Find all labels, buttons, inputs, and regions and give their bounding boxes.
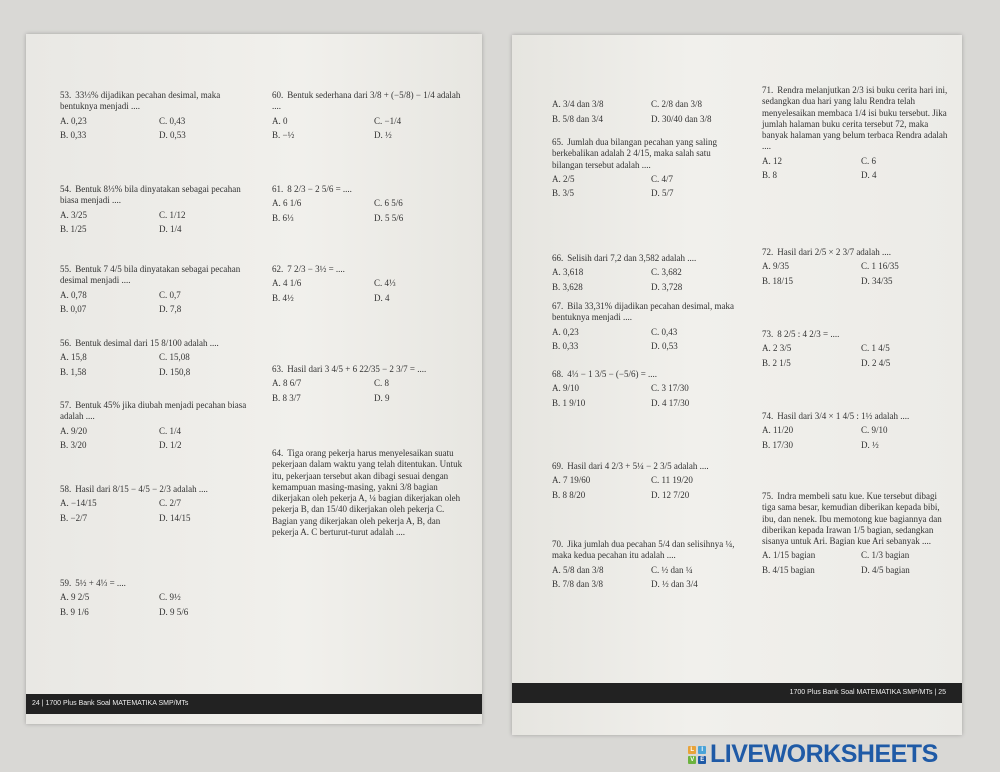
question-item — [552, 301, 742, 352]
question-item — [272, 90, 468, 141]
answer-option: C. 6 — [861, 155, 877, 166]
answer-options — [552, 99, 742, 125]
answer-option: C. 9/10 — [861, 425, 888, 436]
question-number: 61. — [272, 184, 284, 194]
question-text — [60, 578, 250, 589]
question-text — [552, 137, 742, 171]
question-number: 75. — [762, 491, 774, 501]
answer-option: A. 0,23 — [552, 326, 579, 337]
answer-option: A. 9/10 — [552, 383, 579, 394]
answer-options — [552, 565, 742, 591]
logo-letter: V — [688, 756, 696, 764]
answer-option: C. 1/12 — [159, 209, 186, 220]
question-item — [552, 539, 742, 590]
answer-option: B. 18/15 — [762, 275, 794, 286]
answer-options — [60, 592, 250, 618]
answer-option: B. 6⅓ — [272, 212, 294, 223]
question-item — [60, 264, 250, 315]
answer-option: A. 12 — [762, 155, 782, 166]
question-number: 65. — [552, 137, 564, 147]
question-body: Bentuk 45% jika diubah menjadi pecahan biasa adalah .... — [60, 400, 247, 422]
right-page — [512, 35, 962, 735]
question-number: 63. — [272, 364, 284, 374]
answer-option: D. 5 5/6 — [374, 212, 404, 223]
answer-options — [272, 198, 468, 224]
answer-option: A. 1/15 bagian — [762, 550, 816, 561]
answer-option: B. 17/30 — [762, 439, 794, 450]
answer-option: B. 0,07 — [60, 303, 87, 314]
question-number: 64. — [272, 448, 284, 458]
answer-option: A. 9/20 — [60, 425, 87, 436]
question-body: Bentuk desimal dari 15 8/100 adalah .... — [75, 338, 219, 348]
question-text — [552, 85, 742, 96]
question-number: 69. — [552, 461, 564, 471]
answer-option: B. −2/7 — [60, 512, 88, 523]
right-page-footer: 1700 Plus Bank Soal MATEMATIKA SMP/MTs | 25 — [512, 683, 962, 703]
question-body: 4⅓ − 1 3/5 − (−5/6) = .... — [567, 369, 658, 379]
question-number: 60. — [272, 90, 284, 100]
answer-option: C. 4⅓ — [374, 278, 396, 289]
question-item — [762, 247, 952, 287]
question-number: 74. — [762, 411, 774, 421]
answer-option: B. 4½ — [272, 292, 294, 303]
answer-options — [60, 290, 250, 316]
question-item — [552, 137, 742, 199]
question-item — [552, 369, 742, 409]
answer-option: D. ½ — [374, 129, 392, 140]
answer-option: A. 3/25 — [60, 209, 87, 220]
answer-options — [552, 383, 742, 409]
question-text — [272, 448, 468, 538]
question-item — [762, 491, 952, 576]
answer-option: D. 4 — [374, 292, 390, 303]
answer-option: A. 4 1/6 — [272, 278, 302, 289]
left-page-footer: 24 | 1700 Plus Bank Soal MATEMATIKA SMP/MTs — [26, 694, 482, 714]
answer-option: B. 1 9/10 — [552, 397, 586, 408]
question-number: 68. — [552, 369, 564, 379]
answer-options — [762, 343, 952, 369]
answer-option: C. 9½ — [159, 592, 181, 603]
answer-option: D. 0,53 — [159, 129, 186, 140]
question-number: 71. — [762, 85, 774, 95]
question-text — [552, 369, 742, 380]
question-number: 57. — [60, 400, 72, 410]
answer-option: C. 4/7 — [651, 173, 674, 184]
answer-option: D. 4 — [861, 169, 877, 180]
answer-options — [762, 425, 952, 451]
question-text — [60, 264, 250, 287]
answer-option: C. 0,43 — [651, 326, 678, 337]
answer-options — [60, 116, 250, 142]
answer-option: A. 9 2/5 — [60, 592, 90, 603]
liveworksheets-logo — [688, 740, 938, 769]
logo-text: LIVEWORKSHEETS — [710, 740, 938, 768]
question-body: Bentuk sederhana dari 3/8 + (−5/8) − 1/4 adalah .... — [272, 90, 461, 112]
question-item — [552, 253, 742, 293]
question-text — [272, 90, 468, 113]
question-text — [272, 184, 468, 195]
question-item — [272, 364, 468, 404]
answer-option: A. 5/8 dan 3/8 — [552, 564, 604, 575]
answer-option: D. 4 17/30 — [651, 397, 690, 408]
answer-option: D. 9 — [374, 392, 390, 403]
answer-option: C. 1 16/35 — [861, 261, 899, 272]
answer-option: A. 0,78 — [60, 289, 87, 300]
answer-option: C. −1/4 — [374, 115, 402, 126]
answer-option: D. 1/4 — [159, 223, 182, 234]
answer-option: A. 3/4 dan 3/8 — [552, 99, 604, 110]
answer-options — [552, 327, 742, 353]
question-text — [60, 184, 250, 207]
question-body: Hasil dari 3 4/5 + 6 22/35 − 2 3/7 = .... — [287, 364, 427, 374]
question-text — [60, 484, 250, 495]
question-item — [762, 85, 952, 181]
question-text — [762, 85, 952, 153]
question-text — [272, 364, 468, 375]
question-item — [272, 184, 468, 224]
question-body: Hasil dari 2/5 × 2 3/7 adalah .... — [777, 247, 892, 257]
answer-option: D. 1/2 — [159, 439, 182, 450]
answer-options — [552, 174, 742, 200]
answer-option: B. 8 — [762, 169, 778, 180]
question-item — [272, 448, 468, 538]
answer-option: D. 150,8 — [159, 366, 191, 377]
answer-options — [272, 278, 468, 304]
answer-options — [272, 116, 468, 142]
answer-option: B. 2 1/5 — [762, 357, 791, 368]
answer-option: A. 8 6/7 — [272, 378, 302, 389]
answer-options — [60, 426, 250, 452]
question-body: Jika jumlah dua pecahan 5/4 dan selisihnya ¼, maka kedua pecahan itu adalah .... — [552, 539, 735, 561]
answer-option: C. 1/3 bagian — [861, 550, 910, 561]
question-body: Rendra melanjutkan 2/3 isi buku cerita hari ini, sedangkan dua hari yang lalu Rendra telah menyelesaikan membaca 1/4 isi buku tersebut. Jika jumlah halaman buku cerita tersebut 72, maka banyak halaman yang belum terbaca Rendra adalah .... — [762, 85, 948, 152]
question-body: Hasil dari 3/4 × 1 4/5 : 1½ adalah .... — [777, 411, 910, 421]
question-item — [60, 400, 250, 451]
answer-option: C. 2/8 dan 3/8 — [651, 99, 702, 110]
answer-option: D. 2 4/5 — [861, 357, 891, 368]
answer-option: A. 11/20 — [762, 425, 794, 436]
question-body: Tiga orang pekerja harus menyelesaikan suatu pekerjaan dalam waktu yang telah ditentukan. Untuk itu, pekerjaan tersebut akan dibagi sesuai dengan kemampuan masing-masing, yakni 3/8 bagian dikerjakan oleh pekerja A, ¼ bagian dikerjakan oleh pekerja B, dan 15/40 dikerjakan oleh pekerja C. Bagian yang dikerjakan oleh pekerja A, B, dan pekerja A. C berturut-turut adalah .... — [272, 448, 463, 537]
answer-option: B. 8 8/20 — [552, 489, 586, 500]
answer-options — [762, 156, 952, 182]
answer-option: B. 3/5 — [552, 188, 575, 198]
answer-option: A. 7 19/60 — [552, 475, 591, 486]
answer-option: C. 3,682 — [651, 267, 682, 278]
question-item — [60, 338, 250, 378]
answer-option: A. 2/5 — [552, 173, 575, 184]
answer-option: C. 11 19/20 — [651, 475, 693, 486]
answer-options — [552, 475, 742, 501]
question-number: 59. — [60, 578, 72, 588]
question-number: 62. — [272, 264, 284, 274]
answer-option: D. 34/35 — [861, 275, 893, 286]
question-text — [60, 400, 250, 423]
question-item — [60, 90, 250, 141]
answer-options — [762, 550, 952, 576]
question-number: 55. — [60, 264, 72, 274]
answer-option: B. −½ — [272, 129, 295, 140]
answer-option: A. 0,23 — [60, 115, 87, 126]
logo-letter: L — [688, 746, 696, 754]
question-text — [762, 247, 952, 258]
question-item — [762, 411, 952, 451]
question-item — [272, 264, 468, 304]
question-number: 56. — [60, 338, 72, 348]
answer-option: B. 8 3/7 — [272, 392, 301, 403]
answer-option: B. 7/8 dan 3/8 — [552, 578, 603, 589]
answer-option: C. 3 17/30 — [651, 383, 689, 394]
answer-option: A. 0 — [272, 115, 288, 126]
answer-options — [60, 498, 250, 524]
answer-option: C. 6 5/6 — [374, 198, 403, 209]
question-number: 73. — [762, 329, 774, 339]
answer-options — [272, 378, 468, 404]
question-item — [552, 461, 742, 501]
question-body: Bentuk 8⅓% bila dinyatakan sebagai pecahan biasa menjadi .... — [60, 184, 241, 206]
answer-option: D. 14/15 — [159, 512, 191, 523]
question-body: 33⅓% dijadikan pecahan desimal, maka bentuknya menjadi .... — [60, 90, 221, 112]
answer-option: A. 6 1/6 — [272, 198, 302, 209]
answer-option: B. 9 1/6 — [60, 606, 89, 617]
question-item — [60, 578, 250, 618]
question-body: Selisih dari 7,2 dan 3,582 adalah .... — [567, 253, 697, 263]
question-item — [60, 184, 250, 235]
answer-option: C. 0,7 — [159, 289, 181, 300]
answer-options — [762, 261, 952, 287]
question-text — [552, 301, 742, 324]
question-number: 67. — [552, 301, 564, 311]
answer-option: D. 4/5 bagian — [861, 564, 910, 575]
question-body: Bila 33,31% dijadikan pecahan desimal, maka bentuknya menjadi .... — [552, 301, 734, 323]
answer-option: C. ½ dan ¼ — [651, 564, 693, 575]
answer-options — [60, 352, 250, 378]
answer-option: C. 0,43 — [159, 115, 186, 126]
answer-option: D. ½ — [861, 439, 879, 450]
answer-option: C. 2/7 — [159, 498, 182, 509]
question-body: 5½ + 4⅓ = .... — [75, 578, 126, 588]
logo-letter: I — [698, 746, 706, 754]
question-text — [762, 491, 952, 547]
question-text — [552, 539, 742, 562]
question-item — [60, 484, 250, 524]
answer-option: C. 8 — [374, 378, 390, 389]
answer-option: B. 3,628 — [552, 281, 583, 292]
left-page — [26, 34, 482, 724]
question-number: 53. — [60, 90, 72, 100]
question-number: 58. — [60, 484, 72, 494]
answer-option: A. 15,8 — [60, 352, 87, 363]
answer-option: A. 9/35 — [762, 261, 789, 272]
answer-option: C. 1/4 — [159, 425, 182, 436]
question-number: 66. — [552, 253, 564, 263]
answer-option: C. 1 4/5 — [861, 343, 890, 354]
question-body: 8 2/3 − 2 5/6 = .... — [287, 184, 352, 194]
question-text — [552, 461, 742, 472]
answer-option: B. 5/8 dan 3/4 — [552, 113, 603, 124]
answer-option: B. 0,33 — [60, 129, 87, 140]
answer-option: D. 7,8 — [159, 303, 182, 314]
question-text — [552, 253, 742, 264]
question-body: Indra membeli satu kue. Kue tersebut dibagi tiga sama besar, kemudian diberikan kepada bibi, ibu, dan nenek. Ibu memotong kue bagiannya dan diberikan kepada Irawan 1/5 bagian, sedangkan sisanya untuk Ari. Bagian kue Ari sebanyak .... — [762, 491, 942, 546]
answer-option: C. 15,08 — [159, 352, 190, 363]
question-body: 8 2/5 : 4 2/3 = .... — [777, 329, 840, 339]
question-text — [762, 411, 952, 422]
answer-option: D. 9 5/6 — [159, 606, 189, 617]
question-text — [60, 338, 250, 349]
question-body: Jumlah dua bilangan pecahan yang saling berkebalikan adalah 2 4/15, maka salah satu bilangan tersebut adalah .... — [552, 137, 717, 170]
question-number: 70. — [552, 539, 564, 549]
question-body: 7 2/3 − 3½ = .... — [287, 264, 345, 274]
answer-option: D. 5/7 — [651, 188, 674, 198]
question-text — [60, 90, 250, 113]
answer-option: A. 2 3/5 — [762, 343, 792, 354]
question-body: Hasil dari 8/15 − 4/5 − 2/3 adalah .... — [75, 484, 208, 494]
answer-option: D. 12 7/20 — [651, 489, 690, 500]
answer-option: D. 3,728 — [651, 281, 683, 292]
answer-option: B. 4/15 bagian — [762, 564, 815, 575]
answer-option: D. ½ dan 3/4 — [651, 578, 698, 589]
question-text — [762, 329, 952, 340]
question-number: 72. — [762, 247, 774, 257]
answer-option: A. 3,618 — [552, 267, 584, 278]
answer-option: D. 0,53 — [651, 340, 678, 351]
answer-options — [60, 210, 250, 236]
logo-letter: E — [698, 756, 706, 764]
question-number: 54. — [60, 184, 72, 194]
answer-option: D. 30/40 dan 3/8 — [651, 113, 712, 124]
answer-option: B. 0,33 — [552, 340, 579, 351]
answer-option: B. 1/25 — [60, 223, 87, 234]
question-item — [552, 85, 742, 125]
answer-option: B. 1,58 — [60, 366, 87, 377]
question-body: Bentuk 7 4/5 bila dinyatakan sebagai pecahan desimal menjadi .... — [60, 264, 241, 286]
question-body: Hasil dari 4 2/3 + 5¼ − 2 3/5 adalah .... — [567, 461, 709, 471]
logo-mark-icon — [688, 746, 706, 764]
answer-option: A. −14/15 — [60, 498, 97, 509]
question-item — [762, 329, 952, 369]
question-text — [272, 264, 468, 275]
answer-option: B. 3/20 — [60, 439, 87, 450]
answer-options — [552, 267, 742, 293]
